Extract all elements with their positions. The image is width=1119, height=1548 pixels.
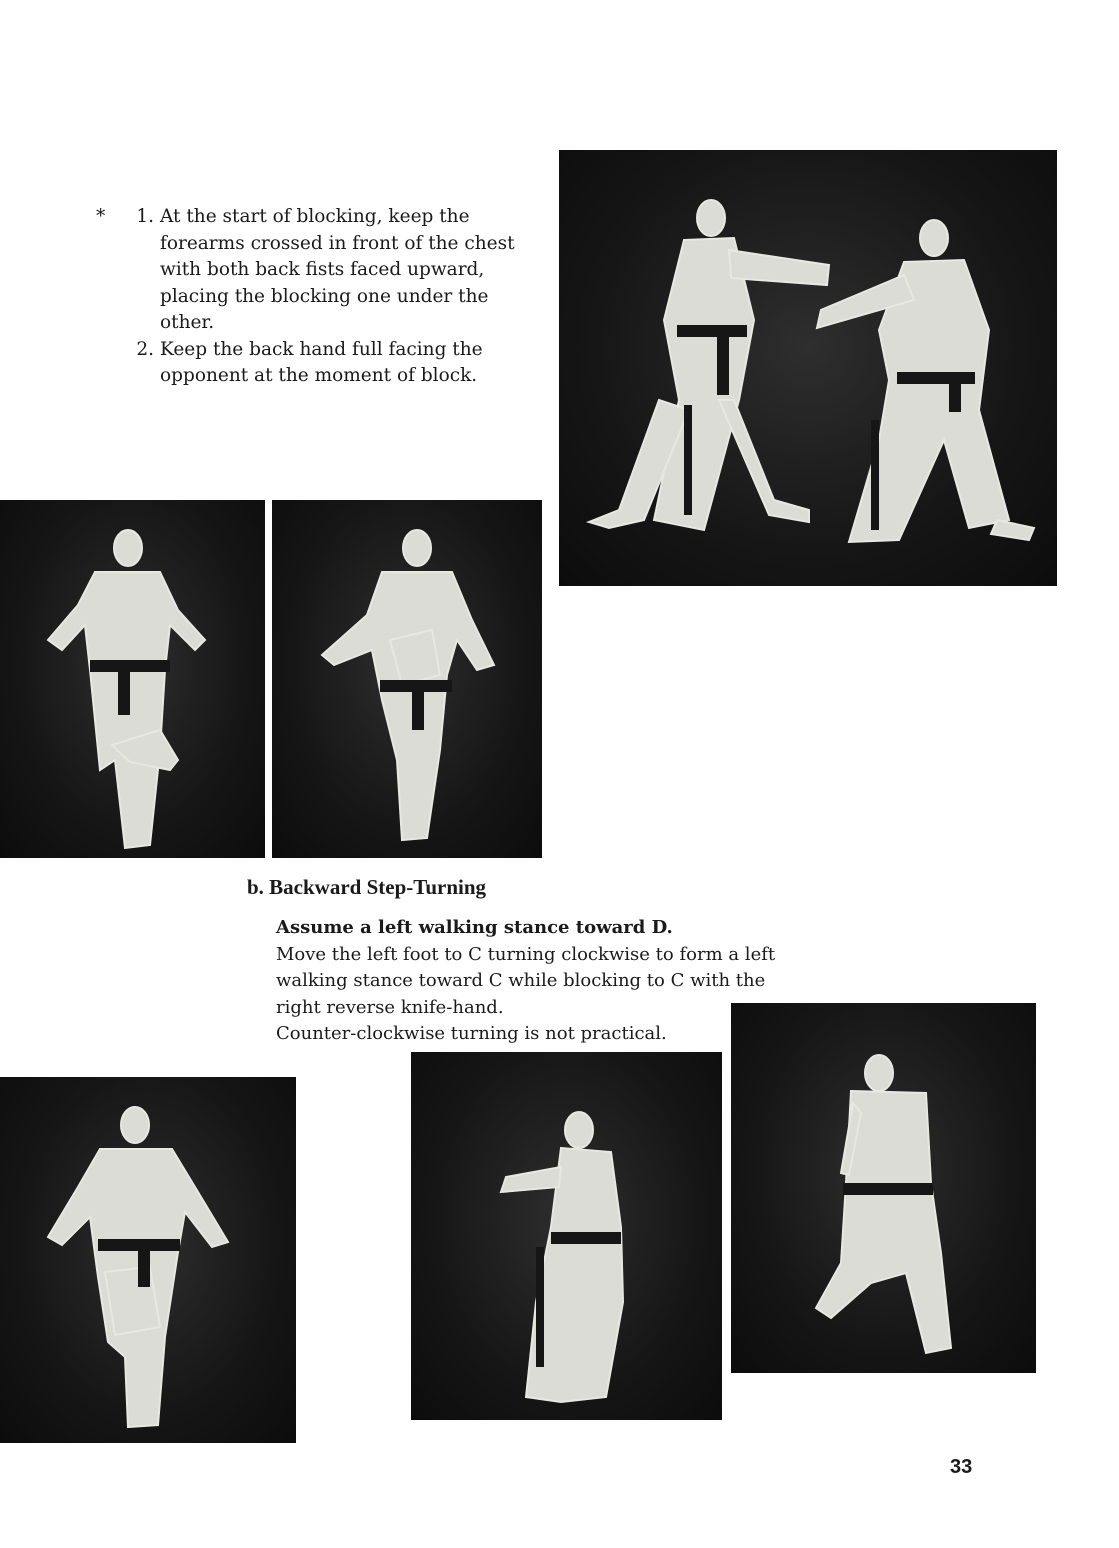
- step-turning-figure: [0, 1077, 296, 1443]
- note-text: Keep the back hand full facing the opponent at the moment of block.: [160, 338, 483, 386]
- photo-knee-raise-2: [272, 500, 542, 858]
- step-turning-figure: [731, 1003, 1036, 1373]
- step-turning-figure: [411, 1052, 722, 1420]
- note-number: 1.: [136, 206, 154, 227]
- note-item-1: [96, 204, 536, 337]
- instruction-line: walking stance toward C while blocking to C with the: [276, 970, 766, 991]
- sparring-figures: [559, 150, 1057, 586]
- note-number: 2.: [136, 338, 154, 360]
- photo-step-turning-1: [0, 1077, 296, 1443]
- page-number: 33: [950, 1456, 973, 1478]
- instruction-line: right reverse knife-hand.: [276, 996, 504, 1018]
- notes-list: [96, 204, 536, 390]
- photo-step-turning-2: [411, 1052, 722, 1420]
- photo-knee-raise-1: [0, 500, 265, 858]
- photo-sparring-pair: [559, 150, 1057, 586]
- instruction-line: Move the left foot to C turning clockwise to form a left: [276, 943, 776, 965]
- knee-raise-figure: [272, 500, 542, 858]
- asterisk-icon: *: [96, 206, 106, 227]
- note-item-2: [96, 337, 536, 390]
- instruction-line: Counter-clockwise turning is not practical.: [276, 1023, 667, 1044]
- instruction-subheading: Assume a left walking stance toward D.: [276, 917, 673, 938]
- knee-raise-figure: [0, 500, 265, 858]
- section-heading: b. Backward Step-Turning: [247, 875, 487, 899]
- photo-step-turning-3: [731, 1003, 1036, 1373]
- note-text: At the start of blocking, keep the forearms crossed in front of the chest with both back fists faced upward, placing the blocking one under the other.: [160, 206, 515, 333]
